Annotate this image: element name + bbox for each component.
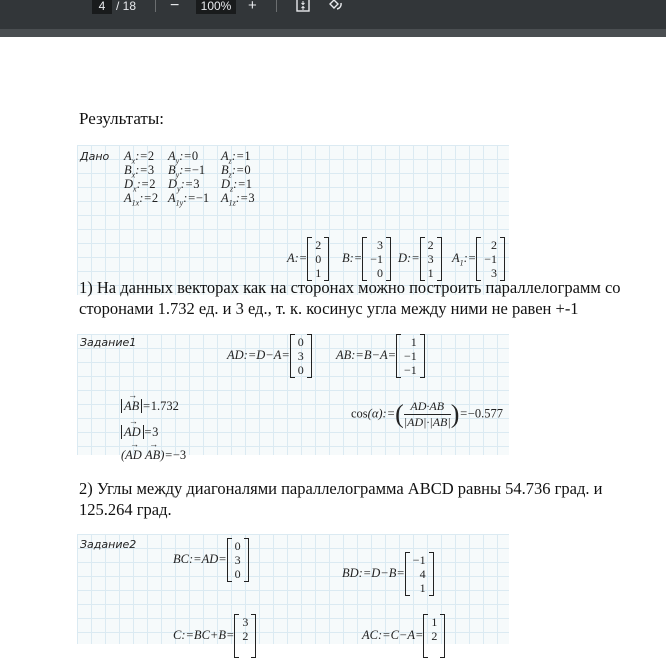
vector-AB-expression: AB:=B−A= 1 −1 −1	[336, 334, 425, 378]
dot-product-result: (→ AD → AB)=−3	[121, 448, 186, 463]
conclusion-paragraph-1: 1) На данных векторах как на сторонах можно построить параллелограмм со сторонами 1.732 ед. и 3 ед., т. к. косинус угла между ними не равен +-1	[79, 278, 621, 318]
given-label: Дано	[80, 150, 110, 163]
given-value: 0	[191, 149, 199, 163]
conclusion-paragraph-2: 2) Углы между диагоналями параллелограмма ABCD равны 54.736 град. и 125.264 град.	[79, 479, 603, 519]
mathcad-task2-block	[77, 534, 509, 644]
given-value: 2	[149, 177, 156, 191]
task1-label: Задание1	[80, 336, 137, 349]
mathcad-given-block: Дано $A_x:=2$ $A_y:=0$ $A_z:=1$ $B_x:=3$ $B_y:=-1$ $B_z:=0$ $D_x:=2$ $D_y:=3$ $D_z:=1$ $A_{1x}:=2$ $A_{1y}:=-1$ $A_{1z}:=3$ A:= 2 0 1 B:= 3 −1 0 D:= 2 3 1 $A_1:=$ 2 −1 3	[77, 145, 509, 295]
fit-page-button[interactable]	[296, 0, 310, 12]
given-value: 2	[147, 149, 155, 163]
pdf-toolbar	[0, 0, 666, 29]
vector-BC-expression: BC:=AD= 0 3 0	[173, 538, 249, 582]
fit-page-icon	[296, 0, 310, 12]
plus-icon: +	[248, 0, 257, 14]
zoom-in-button[interactable]	[248, 0, 257, 14]
given-value: −1	[195, 191, 210, 205]
vector-AC-expression: AC:=C−A= 1 2	[362, 614, 445, 658]
task2-label: Задание2	[80, 538, 137, 551]
zoom-level-input[interactable]: 100%	[196, 0, 236, 14]
vector-B: B:= 3 −1 0	[342, 237, 391, 281]
toolbar-divider	[276, 0, 277, 12]
given-value: 3	[147, 163, 155, 177]
rotate-button[interactable]	[328, 0, 344, 13]
vector-D: D:= 2 3 1	[398, 237, 442, 281]
page-number-input[interactable]: 4	[92, 0, 112, 14]
minus-icon: −	[170, 0, 180, 14]
given-value: 0	[244, 163, 251, 177]
cos-alpha-expression: cos(α):=( $\frac{AD\cdot AB}{|AD|\cdot|AB|}$ )=−0.577	[351, 399, 503, 429]
pdf-page	[0, 37, 666, 643]
vector-C-expression: C:=BC+B= 3 2	[173, 614, 256, 658]
vector-A: A:= 2 0 1	[287, 237, 329, 281]
abs-AB-result: → AB =1.732	[121, 399, 179, 414]
rotate-icon	[328, 0, 344, 13]
given-value: 3	[193, 177, 200, 191]
toolbar-divider	[155, 0, 156, 12]
given-value: 3	[248, 191, 255, 205]
zoom-out-button[interactable]	[170, 0, 179, 14]
toolbar-shadow	[0, 29, 666, 37]
given-value: 1	[245, 177, 253, 191]
vector-AD-expression: AD:=D−A= 0 3 0	[227, 334, 312, 378]
results-heading: Результаты:	[79, 109, 164, 128]
vector-BD-expression: BD:=D−B= −1 4 1	[342, 552, 434, 596]
given-value: −1	[191, 163, 206, 177]
page-total-label: / 18	[116, 0, 137, 13]
given-value: 2	[151, 191, 159, 205]
mathcad-task1-block	[77, 334, 509, 462]
abs-AD-result: → AD =3	[121, 425, 158, 440]
given-value: 1	[244, 149, 251, 163]
vector-A1: $A_1:=$ 2 −1 3	[452, 237, 505, 281]
